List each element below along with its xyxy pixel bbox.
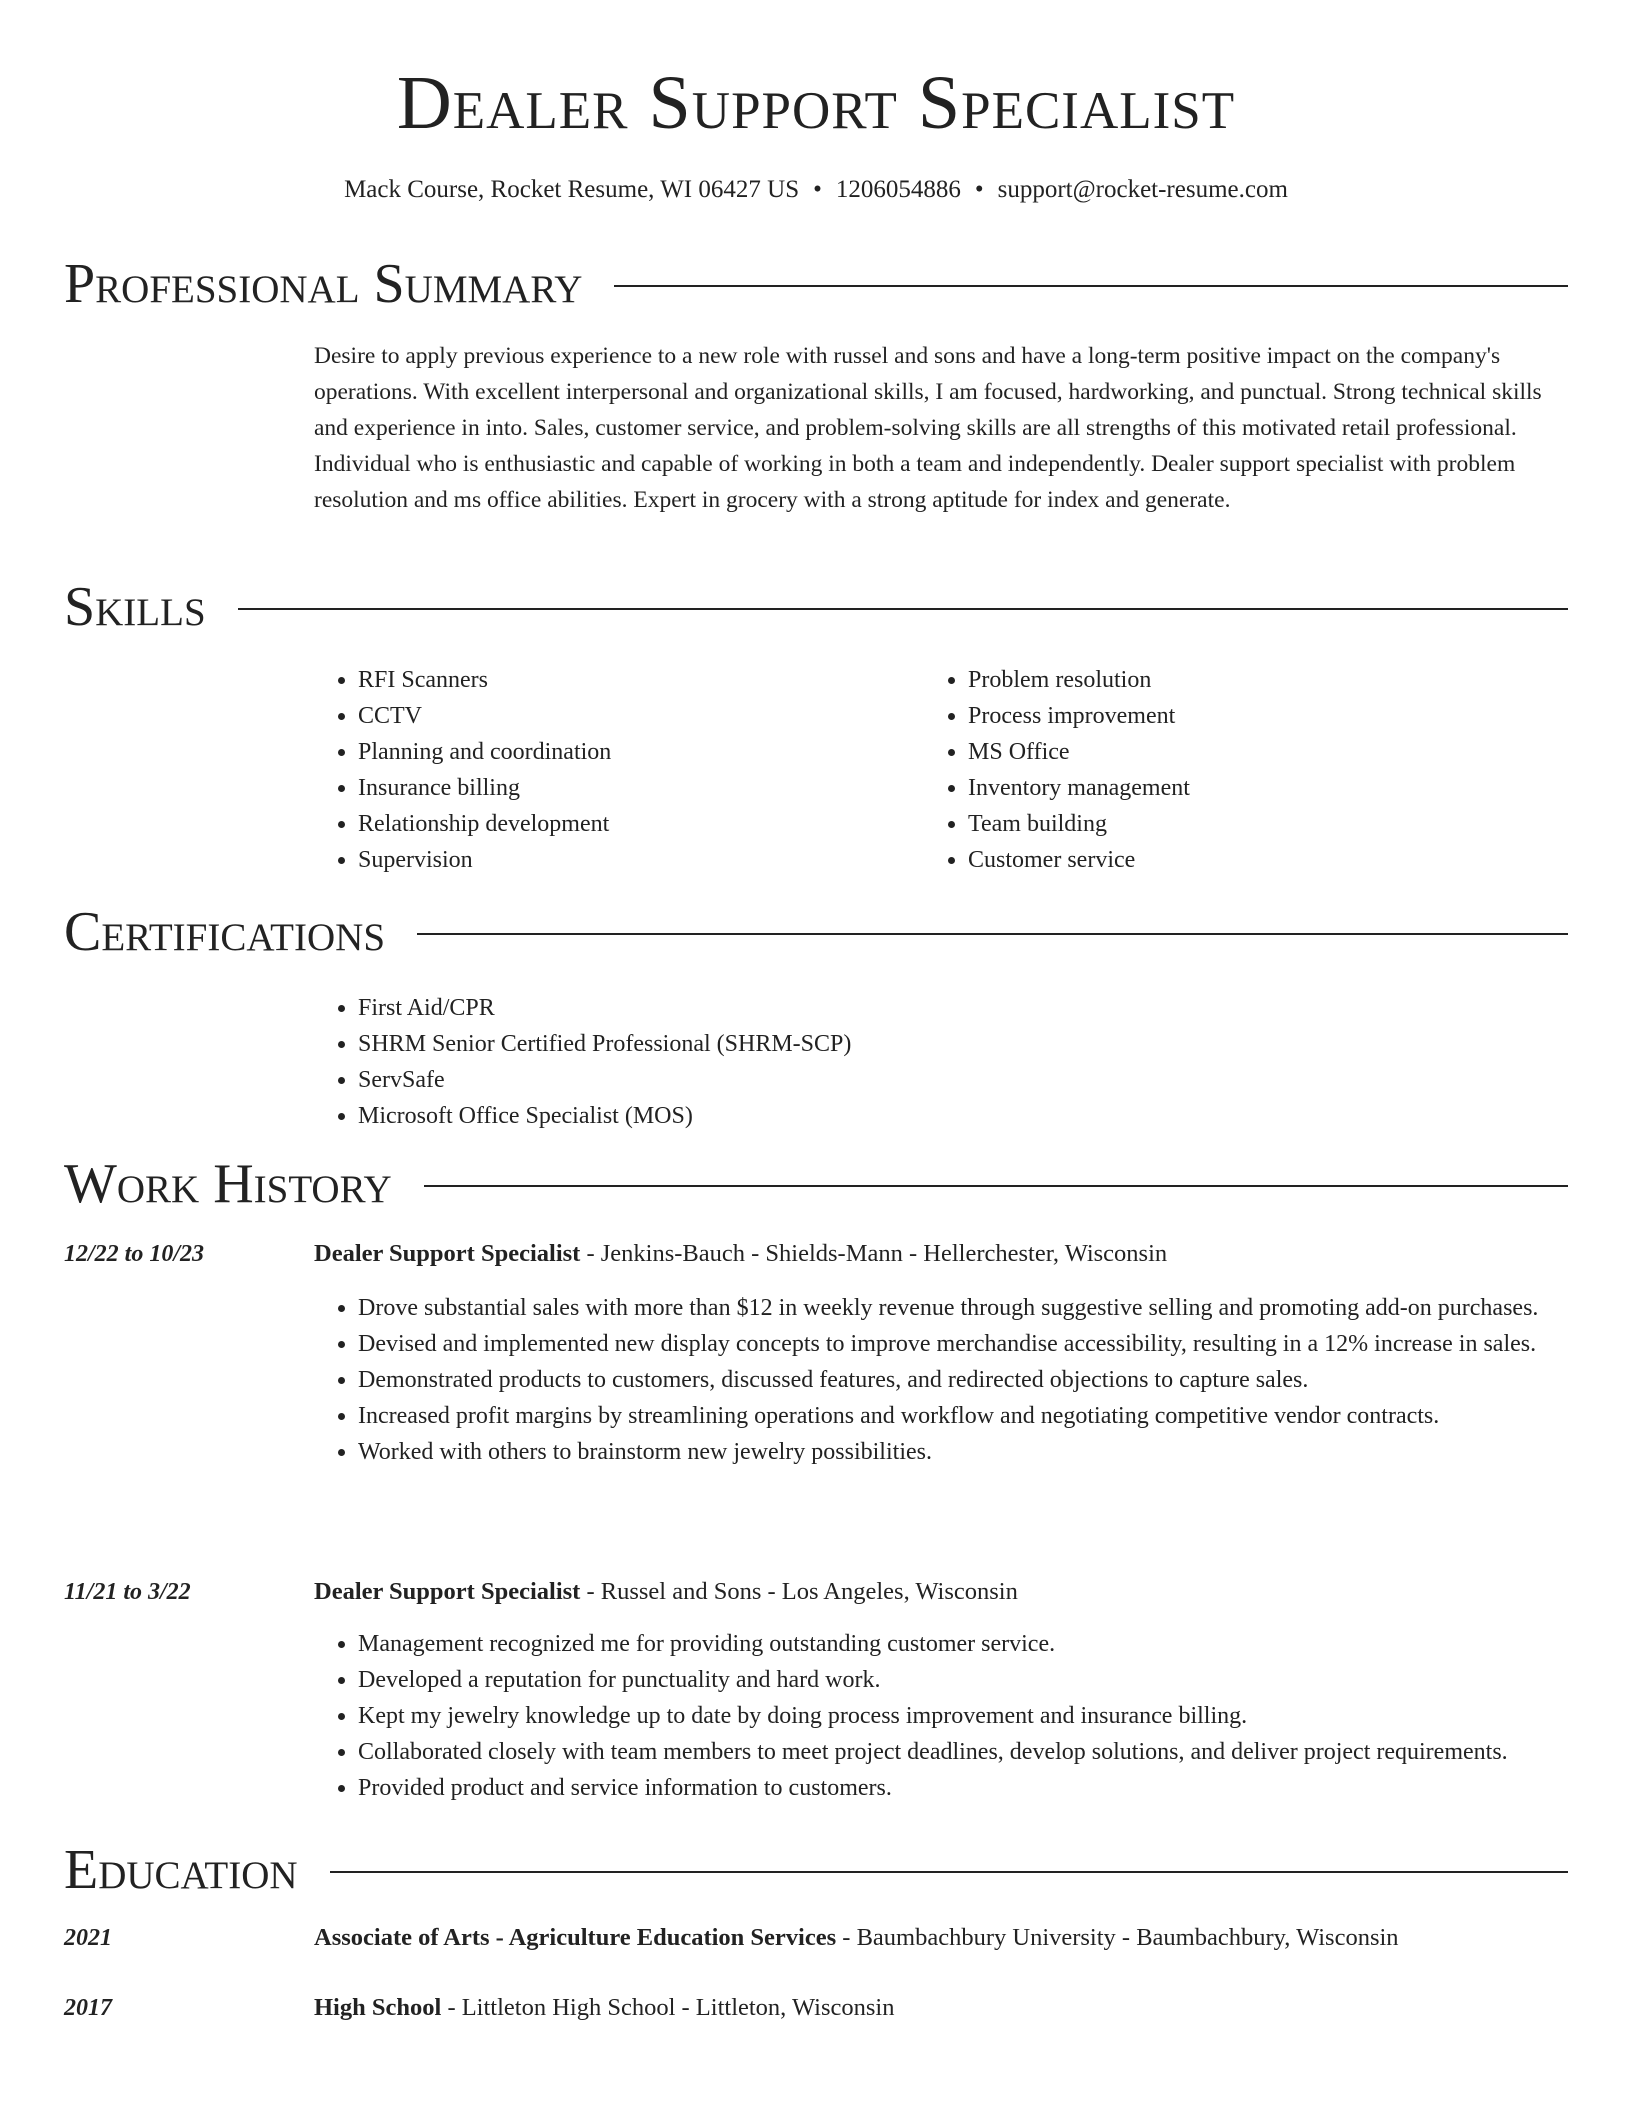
- certification-item: • First Aid/CPR: [358, 990, 851, 1026]
- skill-item: • Relationship development: [358, 806, 611, 842]
- skills-heading: Skills: [64, 576, 206, 638]
- certification-item: • SHRM Senior Certified Professional (SHRM-SCP): [358, 1026, 851, 1062]
- work-heading: Work History: [64, 1153, 392, 1215]
- skill-item: • RFI Scanners: [358, 662, 611, 698]
- education-heading: Education: [64, 1839, 298, 1901]
- job-bullet: • Kept my jewelry knowledge up to date by doing process improvement and insurance billing.: [358, 1698, 1568, 1734]
- contact-email: support@rocket-resume.com: [997, 176, 1288, 203]
- contact-phone: 1206054886: [835, 176, 961, 203]
- education-entry: [314, 1990, 1568, 2026]
- education-entry: [314, 1920, 1568, 1956]
- skills-list-left: [314, 662, 611, 878]
- certifications-heading: Certifications: [64, 901, 386, 963]
- work-section-header: [64, 1152, 1568, 1216]
- job-employer-location: - Russel and Sons - Los Angeles, Wisconsin: [580, 1578, 1018, 1605]
- skill-item: • Problem resolution: [968, 662, 1190, 698]
- resume-name-title: Dealer Support Specialist: [396, 61, 1236, 145]
- job-heading: [314, 1574, 1568, 1610]
- job-employer-location: - Jenkins-Bauch - Shields-Mann - Hellerchester, Wisconsin: [580, 1240, 1168, 1267]
- education-year: 2017: [64, 1995, 112, 2021]
- job-bullet-list: [314, 1290, 1568, 1470]
- summary-text: Desire to apply previous experience to a new role with russel and sons and have a long-term positive impact on the company's operations. With excellent interpersonal and organizational skills, I am focused, hardworking, and punctual. Strong technical skills and experience in into. Sales, customer service, and problem-solving skills are all strengths of this motivated retail professional. Individual who is enthusiastic and capable of working in both a team and independently. Dealer support specialist with problem resolution and ms office abilities. Expert in grocery with a strong aptitude for index and generate.: [314, 343, 1542, 513]
- skills-list-right: [924, 662, 1190, 878]
- job-bullet-list: [314, 1626, 1568, 1806]
- job-bullet: • Worked with others to brainstorm new jewelry possibilities.: [358, 1434, 1568, 1470]
- skill-item: • Customer service: [968, 842, 1190, 878]
- skill-item: • Inventory management: [968, 770, 1190, 806]
- certifications-section-header: [64, 900, 1568, 964]
- skill-item: • Supervision: [358, 842, 611, 878]
- job-heading: [314, 1236, 1568, 1272]
- contact-address: Mack Course, Rocket Resume, WI 06427 US: [344, 176, 800, 203]
- skill-item: • MS Office: [968, 734, 1190, 770]
- job-dates: 12/22 to 10/23: [64, 1241, 205, 1267]
- summary-heading: Professional Summary: [64, 253, 583, 315]
- education-institution: - Littleton High School - Littleton, Wisconsin: [441, 1994, 895, 2021]
- skill-item: • Insurance billing: [358, 770, 611, 806]
- job-bullet: • Management recognized me for providing outstanding customer service.: [358, 1626, 1568, 1662]
- job-title: Dealer Support Specialist: [314, 1578, 581, 1605]
- certification-item: • Microsoft Office Specialist (MOS): [358, 1098, 851, 1134]
- education-year: 2021: [64, 1925, 112, 1951]
- section-divider: [330, 1871, 1568, 1873]
- certifications-list: [314, 990, 851, 1134]
- contact-line: [0, 172, 1632, 208]
- job-bullet: • Increased profit margins by streamlining operations and workflow and negotiating competitive vendor contracts.: [358, 1398, 1568, 1434]
- job-bullet: • Devised and implemented new display concepts to improve merchandise accessibility, resulting in a 12% increase in sales.: [358, 1326, 1568, 1362]
- job-bullet: • Demonstrated products to customers, discussed features, and redirected objections to capture sales.: [358, 1362, 1568, 1398]
- section-divider: [417, 933, 1568, 935]
- job-dates: 11/21 to 3/22: [64, 1579, 191, 1605]
- skill-item: • Process improvement: [968, 698, 1190, 734]
- skill-item: • Planning and coordination: [358, 734, 611, 770]
- job-title: Dealer Support Specialist: [314, 1240, 581, 1267]
- education-degree: High School: [314, 1994, 442, 2021]
- section-divider: [424, 1185, 1568, 1187]
- job-bullet: • Collaborated closely with team members to meet project deadlines, develop solutions, and deliver project requirements.: [358, 1734, 1568, 1770]
- section-divider: [238, 608, 1568, 610]
- skill-item: • CCTV: [358, 698, 611, 734]
- education-degree: Associate of Arts - Agriculture Education Services: [314, 1924, 837, 1951]
- certification-item: • ServSafe: [358, 1062, 851, 1098]
- job-bullet: • Provided product and service information to customers.: [358, 1770, 1568, 1806]
- contact-separator: •: [813, 176, 822, 203]
- education-institution: - Baumbachbury University - Baumbachbury, Wisconsin: [836, 1924, 1399, 1951]
- education-section-header: [64, 1838, 1568, 1902]
- contact-separator: •: [974, 176, 984, 203]
- skill-item: • Team building: [968, 806, 1190, 842]
- summary-section-header: [64, 252, 1568, 316]
- skills-section-header: [64, 575, 1568, 639]
- job-bullet: • Drove substantial sales with more than $12 in weekly revenue through suggestive selling and promoting add-on purchases.: [358, 1290, 1568, 1326]
- job-bullet: • Developed a reputation for punctuality and hard work.: [358, 1662, 1568, 1698]
- section-divider: [614, 285, 1568, 287]
